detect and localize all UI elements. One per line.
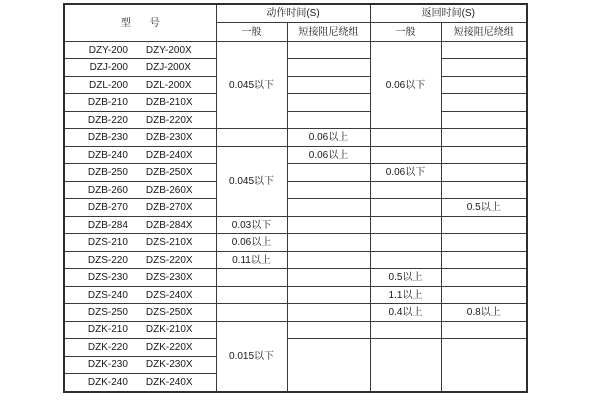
model-name: DZB-240 [87, 149, 128, 161]
model-cell [64, 164, 216, 181]
action-damped-cell: 0.06以上 [287, 146, 370, 163]
model-name: DZB-270 [87, 202, 128, 214]
action-damped-cell [287, 42, 370, 59]
return-damped-cell [441, 251, 527, 268]
table-row [64, 164, 527, 181]
action-general-cell: 0.03以下 [216, 216, 287, 233]
return-general-cell [370, 181, 441, 198]
model-name: DZB-284 [87, 219, 128, 231]
model-pair [65, 324, 216, 335]
table-row [64, 129, 527, 146]
action-damped-cell [287, 76, 370, 93]
table-row [64, 94, 527, 111]
return-damped-cell [441, 42, 527, 59]
return-damped-cell [441, 269, 527, 286]
model-cell [64, 111, 216, 128]
table-row [64, 181, 527, 198]
table-row [64, 286, 527, 303]
return-general-cell: 0.4以上 [370, 304, 441, 321]
model-name: DZB-220X [145, 114, 193, 126]
return-general-cell: 0.06以下 [370, 42, 441, 129]
model-name: DZB-220 [87, 114, 128, 126]
model-cell [64, 286, 216, 303]
model-pair [65, 80, 216, 91]
model-cell [64, 59, 216, 76]
model-pair [65, 237, 216, 248]
return-damped-cell [441, 216, 527, 233]
return-general-cell: 0.06以下 [370, 164, 441, 181]
return-general-cell [370, 146, 441, 163]
model-cell [64, 199, 216, 216]
model-pair [65, 185, 216, 196]
table-row [64, 42, 527, 59]
model-name: DZS-230 [87, 272, 128, 284]
model-pair [65, 220, 216, 231]
action-general-cell [216, 269, 287, 286]
return-damped-cell [441, 146, 527, 163]
return-general-cell [370, 129, 441, 146]
action-damped-cell [287, 269, 370, 286]
return-general-cell [370, 339, 441, 392]
action-damped-cell [287, 286, 370, 303]
action-damped-cell [287, 181, 370, 198]
header-row-groups [64, 4, 527, 23]
action-general-cell: 0.06以上 [216, 234, 287, 251]
model-name: DZS-250X [145, 307, 193, 318]
header-model: 型 号 [64, 4, 216, 42]
model-cell [64, 304, 216, 321]
return-damped-cell [441, 94, 527, 111]
model-cell [64, 129, 216, 146]
header-action-damped: 短接阻尼绕组 [287, 23, 370, 42]
model-name: DZS-240 [87, 289, 128, 301]
model-name: DZK-240 [87, 377, 128, 389]
header-return-time: 返回时间(S) [370, 4, 527, 23]
model-cell [64, 146, 216, 163]
model-name: DZS-220X [145, 254, 193, 266]
model-name: DZK-230 [87, 359, 128, 371]
table-row [64, 59, 527, 76]
return-damped-cell: 0.5以上 [441, 199, 527, 216]
model-name: DZB-230X [145, 132, 193, 144]
model-name: DZB-260X [145, 184, 193, 196]
model-name: DZY-200 [88, 44, 128, 56]
model-cell [64, 356, 216, 373]
model-name: DZB-230 [87, 132, 128, 144]
return-general-cell [370, 216, 441, 233]
action-general-cell [216, 304, 287, 321]
model-pair [65, 115, 216, 126]
model-name: DZS-210X [145, 237, 193, 249]
model-pair [65, 272, 216, 283]
model-name: DZS-210 [87, 237, 128, 249]
table-body [64, 42, 527, 393]
action-damped-cell [287, 321, 370, 338]
model-cell [64, 269, 216, 286]
table-row [64, 199, 527, 216]
action-general-cell: 0.045以下 [216, 42, 287, 129]
action-general-cell: 0.045以下 [216, 146, 287, 216]
model-cell [64, 42, 216, 59]
model-name: DZB-250 [87, 167, 128, 179]
action-damped-cell [287, 164, 370, 181]
table-row [64, 269, 527, 286]
model-pair [65, 150, 216, 161]
model-name: DZB-240X [145, 149, 193, 161]
action-damped-cell [287, 199, 370, 216]
model-name: DZK-220X [145, 341, 193, 353]
table-row [64, 304, 527, 321]
model-name: DZK-230X [145, 359, 193, 371]
return-general-cell [370, 234, 441, 251]
relay-timing-table [63, 3, 528, 393]
model-name: DZK-210 [87, 324, 128, 336]
model-name: DZS-240X [145, 289, 193, 301]
model-name: DZL-200X [145, 79, 192, 91]
table-row [64, 111, 527, 128]
model-pair [65, 62, 216, 73]
return-general-cell: 1.1以上 [370, 286, 441, 303]
model-cell [64, 76, 216, 93]
action-damped-cell [287, 304, 370, 321]
model-pair [65, 132, 216, 143]
return-general-cell [370, 199, 441, 216]
model-cell [64, 321, 216, 338]
action-damped-cell [287, 94, 370, 111]
model-pair [65, 97, 216, 108]
action-general-cell [216, 129, 287, 146]
action-general-cell: 0.11以上 [216, 251, 287, 268]
table-row [64, 339, 527, 356]
action-damped-cell [287, 111, 370, 128]
model-name: DZK-210X [145, 324, 193, 336]
return-general-cell: 0.5以上 [370, 269, 441, 286]
model-name: DZS-220 [87, 254, 128, 266]
table-row [64, 216, 527, 233]
model-name: DZJ-200X [145, 62, 191, 74]
model-name: DZB-260 [87, 184, 128, 196]
model-pair [65, 167, 216, 178]
return-general-cell [370, 251, 441, 268]
return-damped-cell: 0.8以上 [441, 304, 527, 321]
action-general-cell [216, 286, 287, 303]
model-cell [64, 251, 216, 268]
table-row [64, 321, 527, 338]
model-name: DZL-200 [89, 79, 128, 91]
return-damped-cell [441, 321, 527, 338]
table-header [64, 4, 527, 42]
table-row [64, 146, 527, 163]
action-damped-cell: 0.06以上 [287, 129, 370, 146]
model-cell [64, 181, 216, 198]
action-damped-cell [287, 251, 370, 268]
return-damped-cell [441, 59, 527, 76]
model-pair [65, 342, 216, 353]
model-cell [64, 234, 216, 251]
action-damped-cell [287, 339, 370, 392]
return-damped-cell [441, 286, 527, 303]
model-pair [65, 307, 216, 318]
model-name: DZS-250 [87, 307, 128, 318]
return-damped-cell [441, 181, 527, 198]
model-name: DZJ-200 [89, 62, 128, 74]
model-pair [65, 255, 216, 266]
return-damped-cell [441, 339, 527, 392]
model-name: DZB-284X [145, 219, 193, 231]
action-damped-cell [287, 216, 370, 233]
table-row [64, 251, 527, 268]
action-damped-cell [287, 59, 370, 76]
model-pair [65, 45, 216, 56]
model-name: DZB-250X [145, 167, 193, 179]
model-name: DZB-210X [145, 97, 193, 109]
model-cell [64, 339, 216, 356]
model-name: DZK-220 [87, 341, 128, 353]
model-name: DZS-230X [145, 272, 193, 284]
model-name: DZY-200X [145, 44, 192, 56]
header-action-time: 动作时间(S) [216, 4, 370, 23]
model-cell [64, 94, 216, 111]
model-name: DZK-240X [145, 377, 193, 389]
return-damped-cell [441, 111, 527, 128]
action-damped-cell [287, 234, 370, 251]
model-pair [65, 290, 216, 301]
model-cell [64, 374, 216, 392]
header-return-general: 一般 [370, 23, 441, 42]
model-pair [65, 359, 216, 370]
action-general-cell: 0.015以下 [216, 321, 287, 392]
return-damped-cell [441, 234, 527, 251]
table-row [64, 234, 527, 251]
model-cell [64, 216, 216, 233]
header-return-damped: 短接阻尼绕组 [441, 23, 527, 42]
model-pair [65, 377, 216, 388]
header-action-general: 一般 [216, 23, 287, 42]
table-row [64, 76, 527, 93]
model-pair [65, 202, 216, 213]
return-general-cell [370, 321, 441, 338]
return-damped-cell [441, 129, 527, 146]
model-name: DZB-270X [145, 202, 193, 214]
return-damped-cell [441, 164, 527, 181]
return-damped-cell [441, 76, 527, 93]
model-name: DZB-210 [87, 97, 128, 109]
